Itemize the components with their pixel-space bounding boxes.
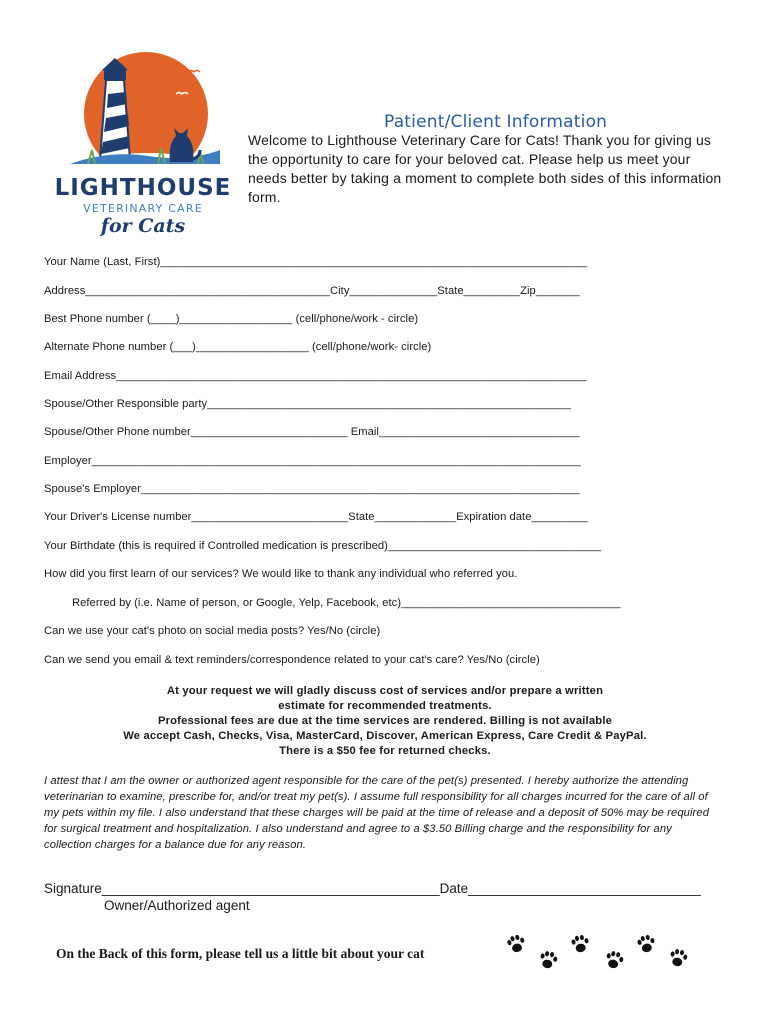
- attestation-text: I attest that I am the owner or authorized agent responsible for the care of the pet(s) presented. I hereby authorize the attending veterinarian to examine, prescribe for, and/or treat my pet(s). I assume full responsibility for all charges incurred for the care of all of my pets within my file. I also understand that these charges will be paid at the time of release and a deposit of 50% may be required for surgical treatment and hospitalization. I also understand and agree to a $3.50 Billing charge and the responsibility for any collection charges for a balance due for any reason.: [44, 775, 710, 851]
- signature-date-line[interactable]: Signature_____________________________________________Date_______________________________: [44, 881, 701, 896]
- lighthouse-logo-graphic: [48, 52, 238, 237]
- notice-line: At your request we will gladly discuss cost of services and/or prepare a written: [166, 685, 604, 697]
- notice-line: There is a $50 fee for returned checks.: [279, 745, 491, 757]
- page-title: Patient/Client Information: [384, 112, 608, 132]
- paw-print-icon: [636, 934, 656, 954]
- referred-field[interactable]: Referred by (i.e. Name of person, or Google, Yelp, Facebook, etc)___________________________________: [72, 597, 621, 609]
- spouse-party-field[interactable]: Spouse/Other Responsible party__________________________________________________________: [44, 398, 571, 410]
- payment-notice: [60, 684, 710, 759]
- logo-tagline: for Cats: [100, 215, 186, 237]
- paw-print-icon: [669, 948, 689, 967]
- logo-subtitle: VETERINARY CARE: [83, 202, 203, 215]
- employer-field[interactable]: Employer______________________________________________________________________________: [44, 455, 581, 467]
- logo-wordmark: LIGHTHOUSE: [54, 175, 232, 201]
- birthdate-field[interactable]: Your Birthdate (this is required if Controlled medication is prescribed)__________________________________: [44, 540, 602, 552]
- alternate-phone-field[interactable]: Alternate Phone number (___)__________________ (cell/phone/work- circle): [44, 341, 432, 353]
- photo-consent-field[interactable]: Can we use your cat's photo on social media posts? Yes/No (circle): [44, 625, 381, 637]
- paw-print-icon: [506, 933, 527, 954]
- notice-line: We accept Cash, Checks, Visa, MasterCard, Discover, American Express, Care Credit & PayPal.: [123, 730, 647, 742]
- notice-line: Professional fees are due at the time services are rendered. Billing is not available: [157, 715, 613, 727]
- back-of-form-note: On the Back of this form, please tell us a little bit about your cat: [56, 946, 425, 961]
- paw-prints: [500, 930, 700, 980]
- reminders-consent-field[interactable]: Can we send you email & text reminders/correspondence related to your cat's care? Yes/No (circle): [44, 654, 540, 666]
- name-field[interactable]: Your Name (Last, First)____________________________________________________________________: [44, 256, 587, 268]
- signature-sublabel: Owner/Authorized agent: [104, 898, 250, 913]
- learn-question: How did you first learn of our services? We would like to thank any individual who referred you.: [44, 568, 518, 580]
- address-field[interactable]: Address_______________________________________City______________State_________Zip_______: [44, 285, 580, 297]
- paw-print-icon: [539, 950, 559, 969]
- email-field[interactable]: Email Address___________________________________________________________________________: [44, 370, 587, 382]
- spouse-employer-field[interactable]: Spouse's Employer______________________________________________________________________: [44, 483, 580, 495]
- notice-line: estimate for recommended treatments.: [278, 700, 492, 712]
- license-field[interactable]: Your Driver's License number_________________________State_____________Expiration date_________: [44, 511, 588, 523]
- clinic-logo: [48, 52, 238, 237]
- paw-print-icon: [571, 934, 591, 953]
- paw-print-icon: [604, 950, 624, 970]
- welcome-text: Welcome to Lighthouse Veterinary Care for Cats! Thank you for giving us the opportunity to care for your beloved cat. Please help us meet your needs better by taking a moment to complete both sides of this information form.: [248, 132, 722, 205]
- best-phone-field[interactable]: Best Phone number (____)__________________ (cell/phone/work - circle): [44, 313, 419, 325]
- spouse-phone-field[interactable]: Spouse/Other Phone number_________________________ Email________________________________: [44, 426, 580, 438]
